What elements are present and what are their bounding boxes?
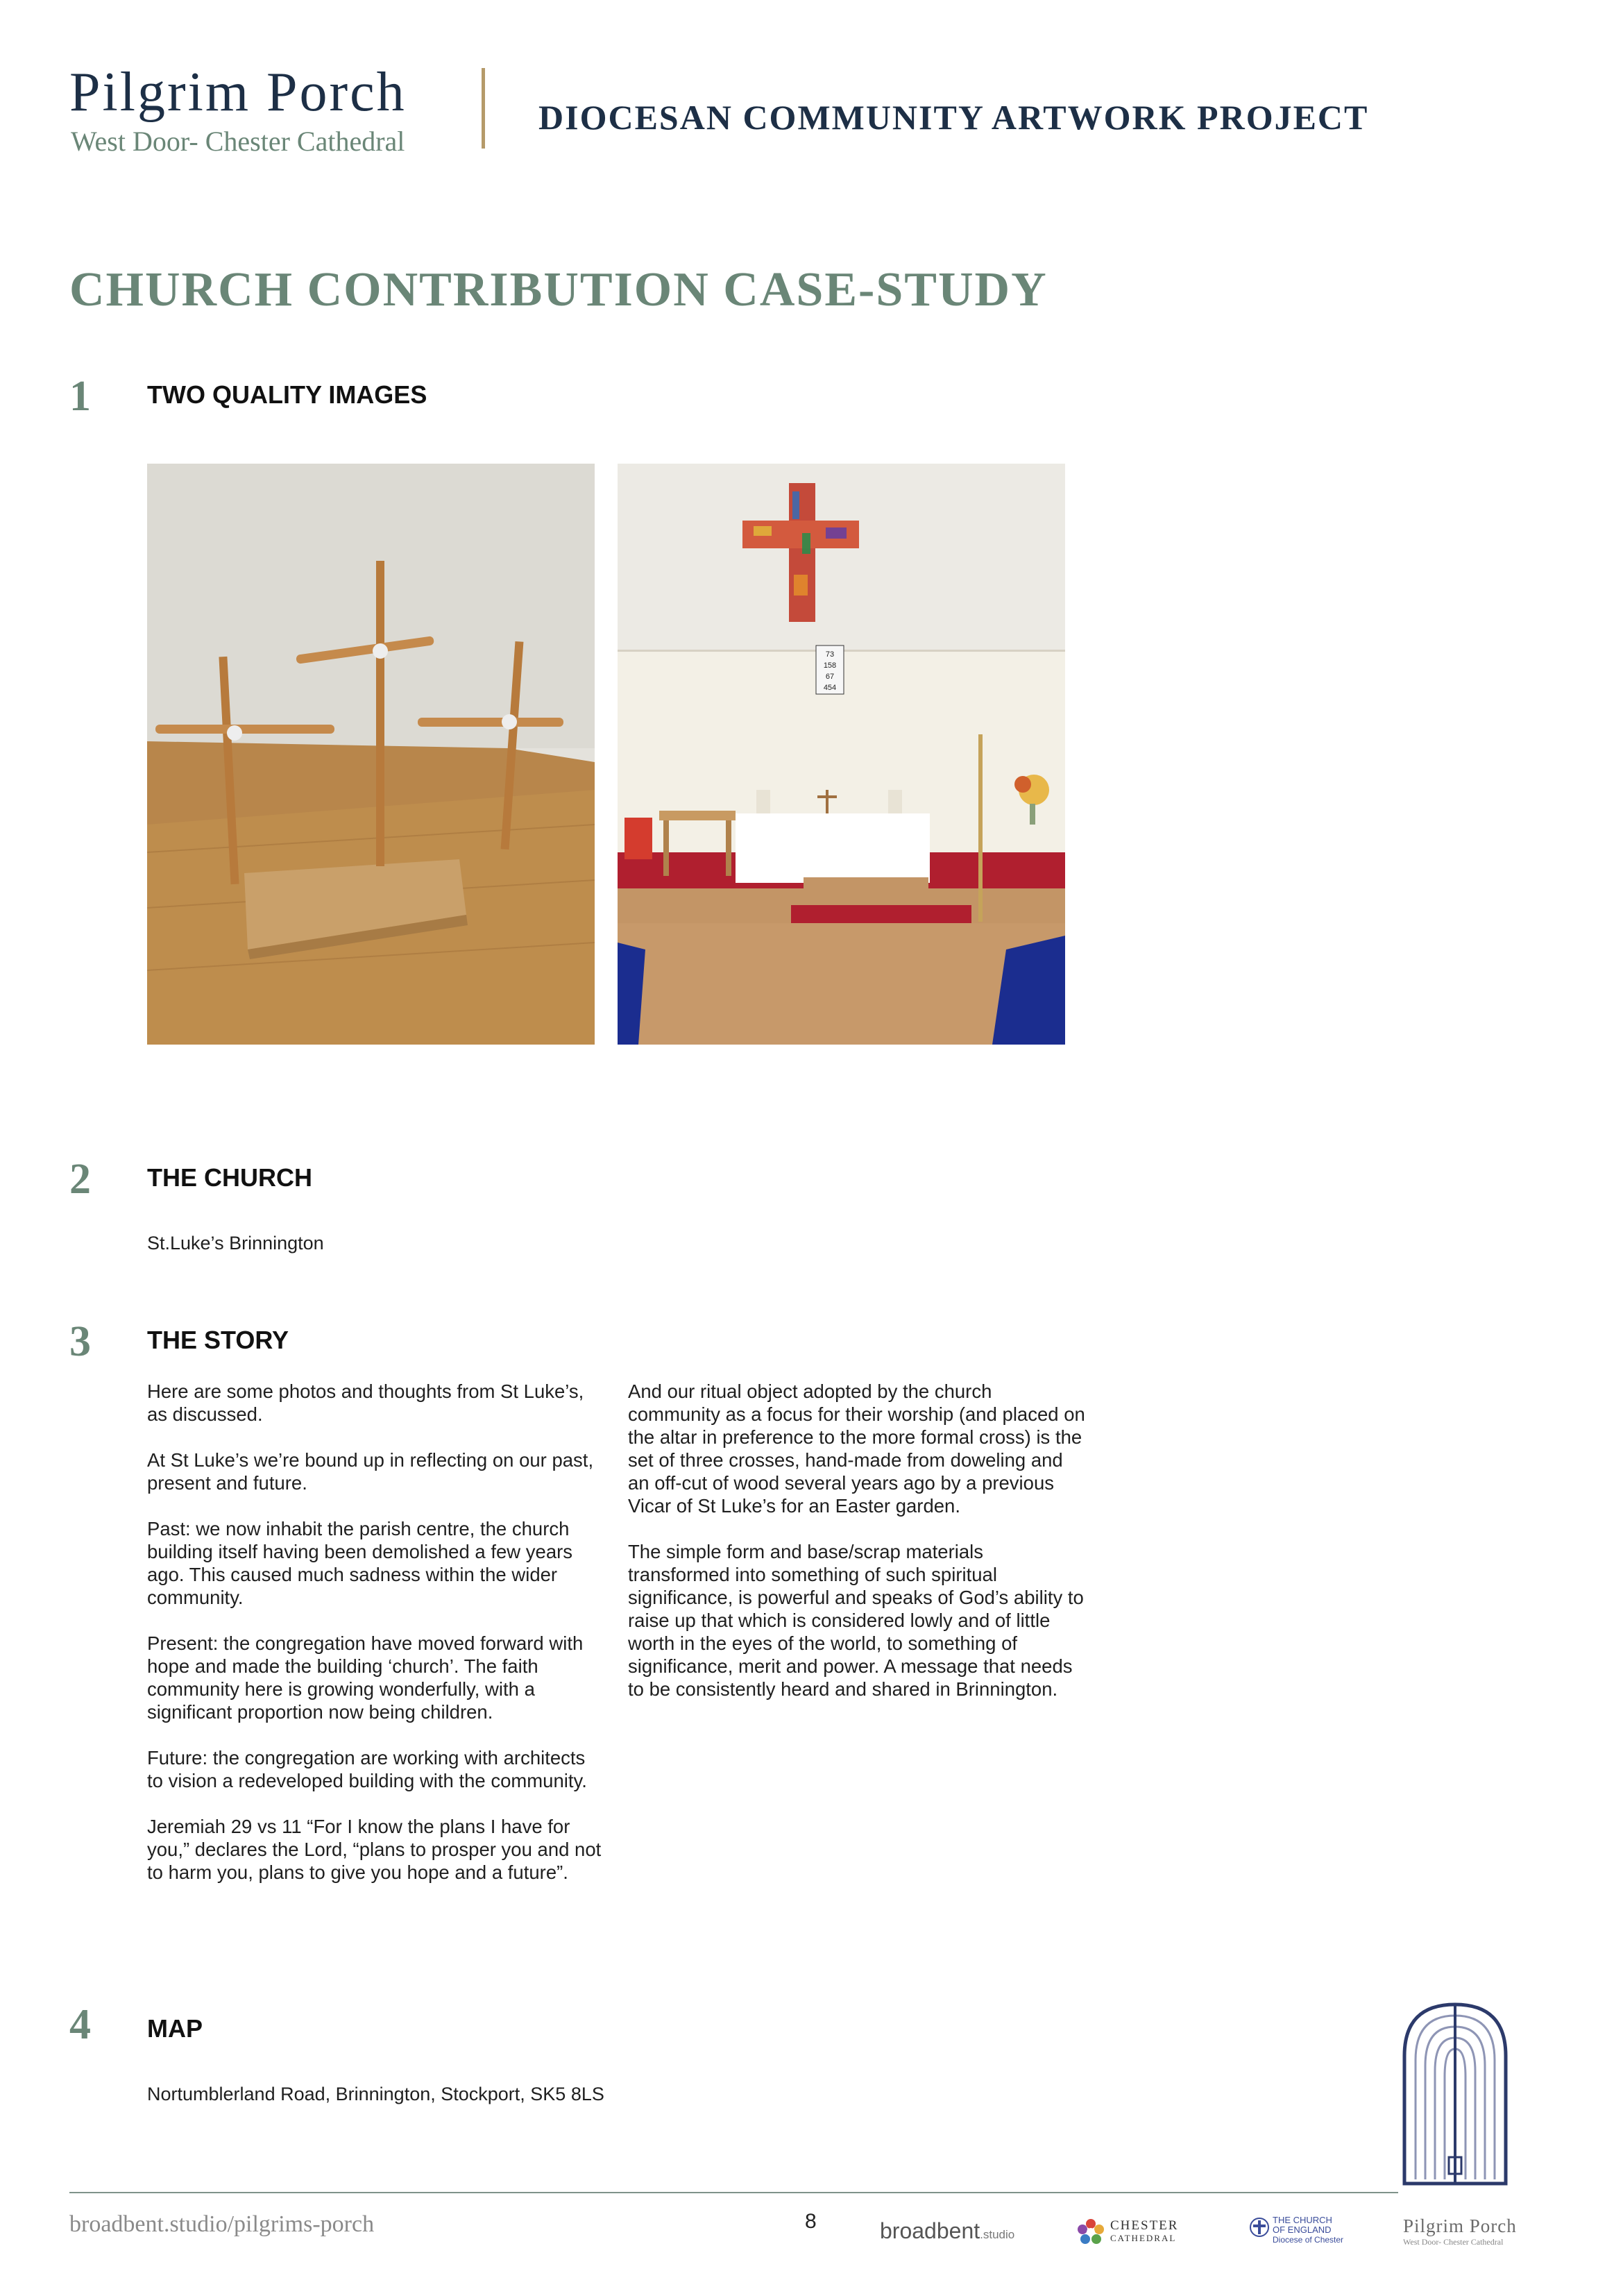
- hymn-number-2: 158: [823, 661, 837, 670]
- footer-logo-title: Pilgrim Porch: [1403, 2215, 1517, 2236]
- broadbent-logo-text: broadbent: [880, 2218, 980, 2243]
- story-paragraph: Jeremiah 29 vs 11 “For I know the plans I have for you,” declares the Lord, “plans to prosper you and not to harm you, plans to give you hope and a future”.: [147, 1816, 602, 1883]
- porch-door-logo: [1400, 2000, 1510, 2191]
- photo-three-crosses: [147, 464, 595, 1045]
- coe-logo-line2: OF ENGLAND: [1273, 2225, 1332, 2235]
- church-of-england-icon: [1249, 2217, 1270, 2238]
- church-name: St.Luke’s Brinnington: [147, 1233, 324, 1253]
- section-title-church: THE CHURCH: [147, 1163, 312, 1192]
- coe-logo-line1: THE CHURCH: [1273, 2215, 1332, 2225]
- story-paragraph: And our ritual object adopted by the church community as a focus for their worship (and placed on the altar in preference to the more formal cross) is the set of three crosses, hand-made from doweling and an off-cut of wood several years ago by a previous Vicar of St Luke’s for an Easter garden.: [628, 1381, 1085, 1517]
- map-address: Nortumblerland Road, Brinnington, Stockport, SK5 8LS: [147, 2084, 604, 2104]
- story-column-left: [147, 1380, 605, 1907]
- hymn-number-1: 73: [825, 650, 835, 659]
- broadbent-logo: [880, 2218, 1014, 2244]
- page-heading: CHURCH CONTRIBUTION CASE-STUDY: [69, 263, 1048, 316]
- broadbent-logo-suffix: .studio: [980, 2228, 1015, 2241]
- story-paragraph: Present: the congregation have moved forward with hope and made the building ‘church’. The faith community here is growing wonderfully, with a significant proportion now being children.: [147, 1632, 584, 1723]
- section-number-1: 1: [69, 373, 91, 420]
- pilgrim-porch-footer-logo: [1403, 2215, 1517, 2247]
- photo-church-altar: [618, 464, 1065, 1045]
- hymn-number-4: 454: [823, 684, 837, 692]
- chester-logo-title: CHESTER: [1110, 2218, 1179, 2233]
- story-paragraph: The simple form and base/scrap materials transformed into something of such spiritual significance, is powerful and speaks of God’s ability to raise up that which is considered lowly and of little worth in the eyes of the world, to something of significance, merit and power. A message that needs to be consistently heard and shared in Brinnington.: [628, 1541, 1084, 1700]
- section-number-3: 3: [69, 1318, 91, 1365]
- story-column-right: [628, 1380, 1086, 1723]
- section-title-map: MAP: [147, 2014, 203, 2043]
- story-paragraph: Future: the congregation are working with architects to vision a redeveloped building with the community.: [147, 1747, 587, 1791]
- section-number-4: 4: [69, 2001, 91, 2048]
- story-paragraph: Past: we now inhabit the parish centre, the church building itself having been demolished a few years ago. This caused much sadness within the wider community.: [147, 1518, 573, 1608]
- header-divider: [482, 68, 485, 149]
- footer-logo-subtitle: West Door- Chester Cathedral: [1403, 2237, 1504, 2247]
- chester-cathedral-logo: [1076, 2217, 1178, 2247]
- church-of-england-logo: [1249, 2215, 1343, 2245]
- footer-url[interactable]: broadbent.studio/pilgrims-porch: [69, 2211, 375, 2237]
- coe-logo-line3: Diocese of Chester: [1273, 2235, 1344, 2245]
- story-paragraph: At St Luke’s we’re bound up in reflecting on our past, present and future.: [147, 1449, 594, 1494]
- section-title-story: THE STORY: [147, 1326, 289, 1354]
- section-title-images: TWO QUALITY IMAGES: [147, 380, 427, 409]
- page-number: 8: [805, 2210, 817, 2233]
- story-paragraph: Here are some photos and thoughts from St Luke’s, as discussed.: [147, 1381, 584, 1425]
- project-title: DIOCESAN COMMUNITY ARTWORK PROJECT: [538, 98, 1369, 137]
- brand-subtitle: West Door- Chester Cathedral: [71, 126, 405, 157]
- hymn-number-3: 67: [825, 673, 835, 681]
- chester-rosette-icon: [1076, 2217, 1106, 2247]
- chester-logo-sub: CATHEDRAL: [1110, 2233, 1177, 2243]
- footer-rule: [69, 2192, 1398, 2193]
- section-number-2: 2: [69, 1156, 91, 1203]
- brand-title: Pilgrim Porch: [69, 62, 407, 123]
